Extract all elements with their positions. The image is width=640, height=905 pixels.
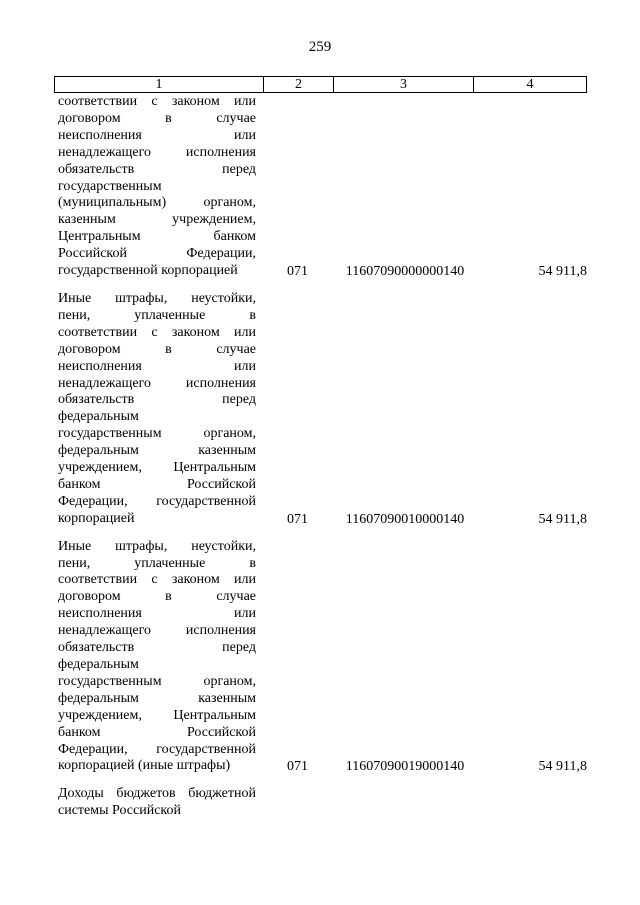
row-revenue-code: 11607090010000140 [345, 511, 465, 527]
description-line: корпорацией [58, 510, 135, 526]
row-amount: 54 911,8 [538, 759, 587, 775]
description-line: Центральным банком [58, 229, 256, 245]
description-line: ненадлежащего исполнения [58, 623, 256, 639]
table-body [58, 94, 587, 831]
description-line: пени, уплаченные в [58, 555, 256, 571]
description-line: государственным [58, 178, 162, 194]
table-row [58, 786, 587, 820]
description-line: Доходы бюджетов бюджетной [58, 786, 256, 802]
table-row [58, 539, 587, 776]
description-line: договором в случае [58, 589, 256, 605]
table-row [58, 291, 587, 528]
table-header [54, 76, 587, 93]
description-line: соответствии с законом или [58, 572, 256, 588]
row-description [58, 94, 256, 280]
description-line: договором в случае [58, 110, 256, 126]
row-amount: 54 911,8 [538, 263, 587, 279]
description-line: пени, уплаченные в [58, 307, 256, 323]
page-number: 259 [308, 39, 332, 55]
description-line: Российской Федерации, [58, 246, 256, 262]
description-line: государственной корпорацией [58, 263, 238, 279]
description-line: соответствии с законом или [58, 324, 256, 340]
description-line: системы Российской [58, 803, 182, 819]
column-header-1: 1 [55, 77, 264, 92]
description-line: Федерации, государственной [58, 741, 256, 757]
description-line: федеральным [58, 409, 139, 425]
description-line: обязательств перед [58, 161, 256, 177]
row-revenue-code: 11607090000000140 [345, 263, 465, 279]
description-line: ненадлежащего исполнения [58, 375, 256, 391]
row-amount: 54 911,8 [538, 511, 587, 527]
description-line: неисполнения или [58, 127, 256, 143]
description-line: обязательств перед [58, 640, 256, 656]
description-line: учреждением, Центральным [58, 460, 256, 476]
description-line: (муниципальным) органом, [58, 195, 256, 211]
row-description [58, 786, 256, 820]
row-ministry-code: 071 [287, 759, 308, 775]
description-line: Иные штрафы, неустойки, [58, 290, 256, 306]
column-header-2: 2 [264, 77, 334, 92]
description-line: учреждением, Центральным [58, 707, 256, 723]
description-line: договором в случае [58, 341, 256, 357]
description-line: государственным органом, [58, 426, 256, 442]
column-header-3: 3 [334, 77, 474, 92]
description-line: корпорацией (иные штрафы) [58, 758, 231, 774]
description-line: неисполнения или [58, 606, 256, 622]
description-line: Иные штрафы, неустойки, [58, 538, 256, 554]
row-description [58, 291, 256, 528]
row-revenue-code: 11607090019000140 [345, 759, 465, 775]
column-header-4: 4 [526, 77, 534, 92]
description-line: казенным учреждением, [58, 212, 256, 228]
row-ministry-code: 071 [287, 511, 308, 527]
description-line: ненадлежащего исполнения [58, 144, 256, 160]
description-line: банком Российской [58, 724, 256, 740]
description-line: неисполнения или [58, 358, 256, 374]
description-line: федеральным казенным [58, 443, 256, 459]
description-line: федеральным [58, 657, 139, 672]
description-line: соответствии с законом или [58, 94, 256, 109]
description-line: банком Российской [58, 476, 256, 492]
row-ministry-code: 071 [287, 263, 308, 279]
description-line: государственным органом, [58, 673, 256, 689]
description-line: Федерации, государственной [58, 493, 256, 509]
description-line: федеральным казенным [58, 690, 256, 706]
table-row [58, 94, 587, 280]
row-description [58, 539, 256, 776]
description-line: обязательств перед [58, 392, 256, 408]
